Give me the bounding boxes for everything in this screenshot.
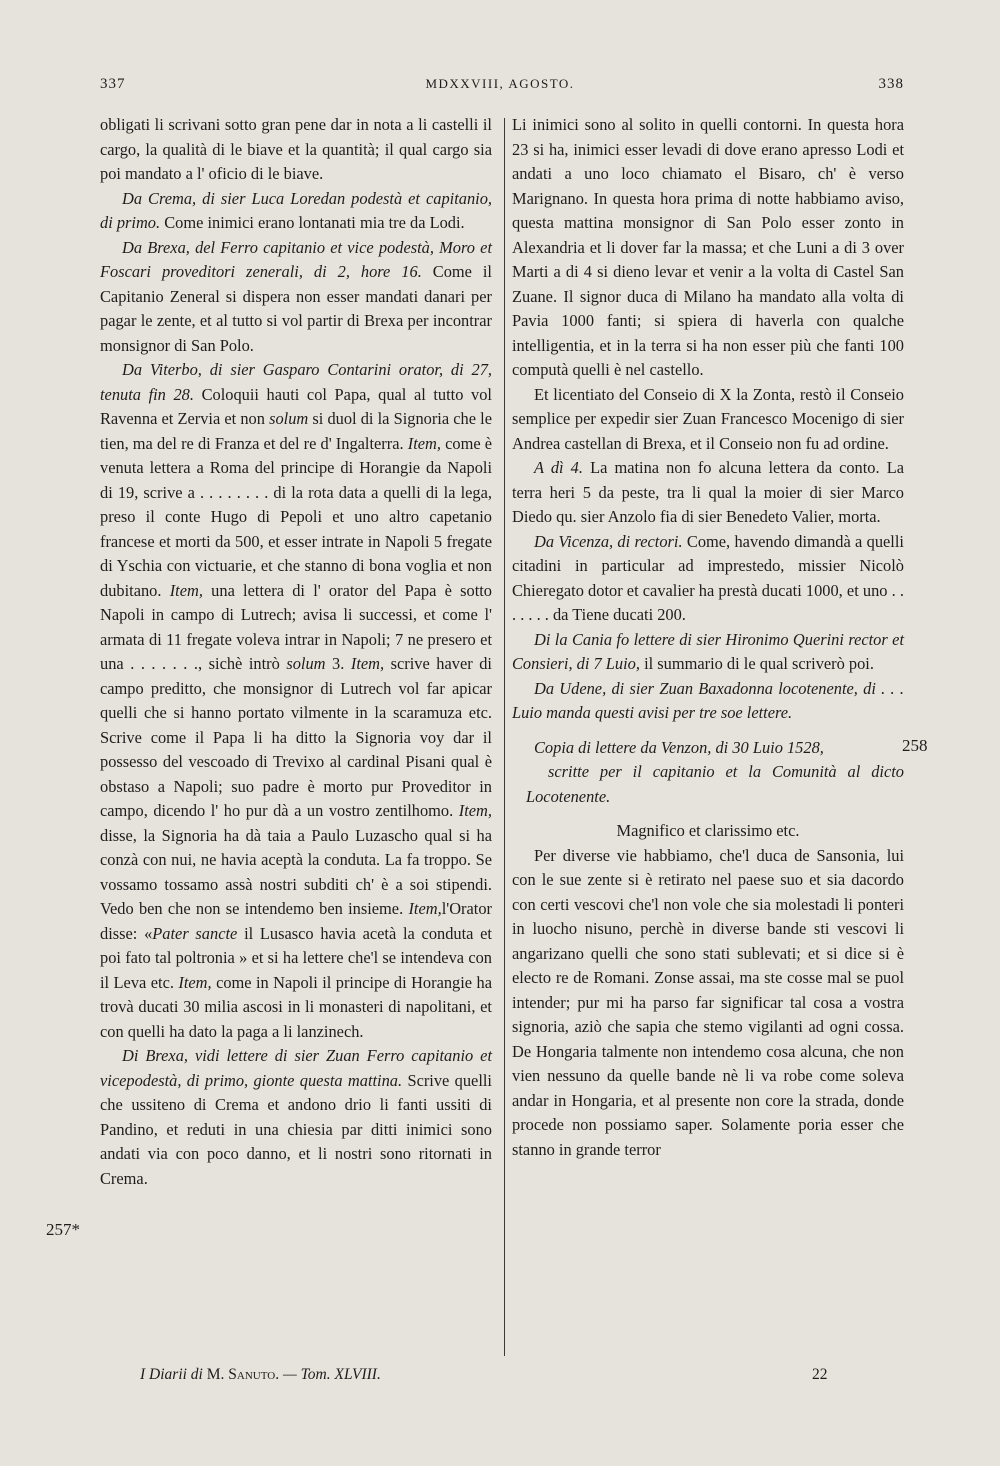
- margin-number-left: 257*: [46, 1220, 80, 1239]
- paragraph: Di Brexa, vidi lettere di sier Zuan Ferro capitanio et vicepodestà, di primo, gionte questa mattina. Scrive quelli che ussiteno di Crema et andono drio li fanti ussiti di Pandino, et reduti in una chiesia par ditti inimici sono andati via con poco danno, et li nostri sono ritornati in Crema.: [100, 1046, 492, 1188]
- salutation: Magnifico et clarissimo etc.: [616, 821, 800, 840]
- paragraph: Da Udene, di sier Zuan Baxadonna locotenente, di . . . Luio manda questi avisi per tre soe lettere.: [512, 678, 904, 722]
- margin-number-right: 258: [902, 736, 928, 755]
- paragraph: Li inimici sono al solito in quelli contorni. In questa hora 23 si ha, inimici esser levadi di dove erano apresso Lodi et andati a uno loco chiamato el Bisaro, ch' è verso Marignano. In questa hora prima di notte habbiamo aviso, questa mattina monsignor di San Polo esser zonto in Alexandria et li dover far la massa; et che Luni a di 3 over Marti a di 4 si dieno levar et venir a la volta di Castel San Zuane. Il signor duca di Milano ha mandato alla volta di Pavia 1000 fanti; si spiera di haverla con qualche intelligentia, et in la terra si ha non esser più che fanti 100 computà quelli è nel castello.: [512, 115, 904, 379]
- paragraph: Di la Cania fo lettere di sier Hironimo Querini rector et Consieri, di 7 Luio, il summario di le qual scriverò poi.: [512, 629, 904, 673]
- paragraph: Da Viterbo, di sier Gasparo Contarini orator, di 27, tenuta fin 28. Coloquii hauti col Papa, qual al tutto vol Ravenna et Zervia et non solum si duol di la Signoria che le tien, ma del re di Franza et del re d' Ingalterra. Item, come è venuta lettera a Roma del principe di Horangie da Napoli di 19, scrive a . . . . . . . . di la rota data a quelli di la lega, preso il conte Hugo di Pepoli et uno altro capetanio francese et morti da 500, et esser intrate in Napoli 5 fregate di Yschia con victuarie, et che stanno di bona voglia et non dubitano. Item, una lettera di l' orator del Papa è sotto Napoli in campo di Lutrech; avisa li successi, et come l' armata di 11 fregate voleva intrar in Napoli; 7 ne presero et una . . . . . . ., sichè intrò solum 3. Item, scrive haver di campo preditto, che monsignor di Lutrech vol far apicar quelli che si hanno portato vilmente in la scaramuza etc. Scrive come il Papa li ha ditto la Signoria voy dar il possesso del vescoado di Trevixo al cardinal Pisani qual è obstaso a Napoli; suo padre è morto pur Proveditor in campo, dicendo l' ho pur dà a un vostro zentilhomo. Item, disse, la Signoria ha dà taia a Paulo Luzascho qual si ha conzà con nui, ne havia aceptà la conduta. La fa troppo. Se vossamo tossamo assà nostri subditi ch' è a soi stipendi. Vedo ben che non se intendemo ben insieme. Item,l'Orator disse: «Pater sancte il Lusasco havia acetà la conduta et poi fato tal poltronia » et si ha lettere che'l se intendeva con il Leva etc. Item, come in Napoli il principe di Horangie ha trovà ducati 30 milia ascosi in li monasteri di napolitani, et con quelli ha dato la paga a li lanzinech.: [100, 360, 493, 1041]
- paragraph: Da Crema, di sier Luca Loredan podestà et capitanio, di primo. Come inimici erano lontanati mia tre da Lodi.: [100, 188, 492, 232]
- left-column: [100, 113, 492, 1191]
- column-divider: [504, 118, 505, 1356]
- page-number-left: 337: [100, 76, 126, 92]
- paragraph: Et licentiato del Conseio di X la Zonta, restò il Conseio semplice per expedir sier Zuan Francesco Mocenigo di sier Andrea castellan di Brexa, et il Conseio non fu ad ordine.: [512, 384, 904, 453]
- running-title: MDXXVIII, AGOSTO.: [425, 76, 575, 91]
- page-number-right: 338: [878, 76, 904, 92]
- right-column: [512, 113, 904, 1162]
- letter-heading: Copia di lettere da Venzon, di 30 Luio 1528, scritte per il capitanio et la Comunità al dicto Locotenente.: [526, 737, 904, 806]
- paragraph: Da Brexa, del Ferro capitanio et vice podestà, Moro et Foscari proveditori zenerali, di 2, hore 16. Come il Capitanio Zeneral si dispera non esser mandati danari per pagar le zente, et al tutto si vol partir di Brexa per incontrar monsignor di San Polo.: [100, 237, 492, 355]
- paragraph: Per diverse vie habbiamo, che'l duca de Sansonia, lui con le sue zente si è retirato nel paese suo et sia dacordo con certi vescovi che'l non vole che sia molestadi li ponteri in luocho nisuno, perchè in diverse bande sti vescovi li angarizano quelli che sono stati sublevati; et si dice si è electo re de Romani. Zonse assai, ma ste cosse mal se puol intender; pur mi ha parso far significar tal cosa a vostra signoria, aziò che sapia che stemo vigilanti ad ogni cossa. De Hongaria talmente non intendemo cosa alcuna, che non vien nessuno da quelle bande nè li va robe come soleva andar in Hongaria, et al presente non core la strada, donde procede non possiamo saper. Solamente poria esser che stanno in grande terror: [512, 845, 904, 1159]
- paragraph: obligati li scrivani sotto gran pene dar in nota a li castelli il cargo, la qualità di le biave et la quantità; il qual cargo sia poi mandato a l' oficio di le biave.: [100, 115, 492, 183]
- paragraph: A dì 4. La matina non fo alcuna lettera da conto. La terra heri 5 da peste, tra li qual la moier di sier Marco Diedo qu. sier Anzolo fia di sier Benedeto Valier, morta.: [512, 458, 904, 526]
- footer-citation: I Diarii di M. Sanuto. — Tom. XLVIII.: [140, 1366, 381, 1383]
- page-signature: 22: [812, 1366, 828, 1383]
- paragraph: Da Vicenza, di rectori. Come, havendo dimandà a quelli citadini in particular ad imprestedo, missier Nicolò Chieregato dotor et cavalier ha prestà ducati 1000, et uno . . . . . . . da Tiene ducati 200.: [512, 531, 904, 624]
